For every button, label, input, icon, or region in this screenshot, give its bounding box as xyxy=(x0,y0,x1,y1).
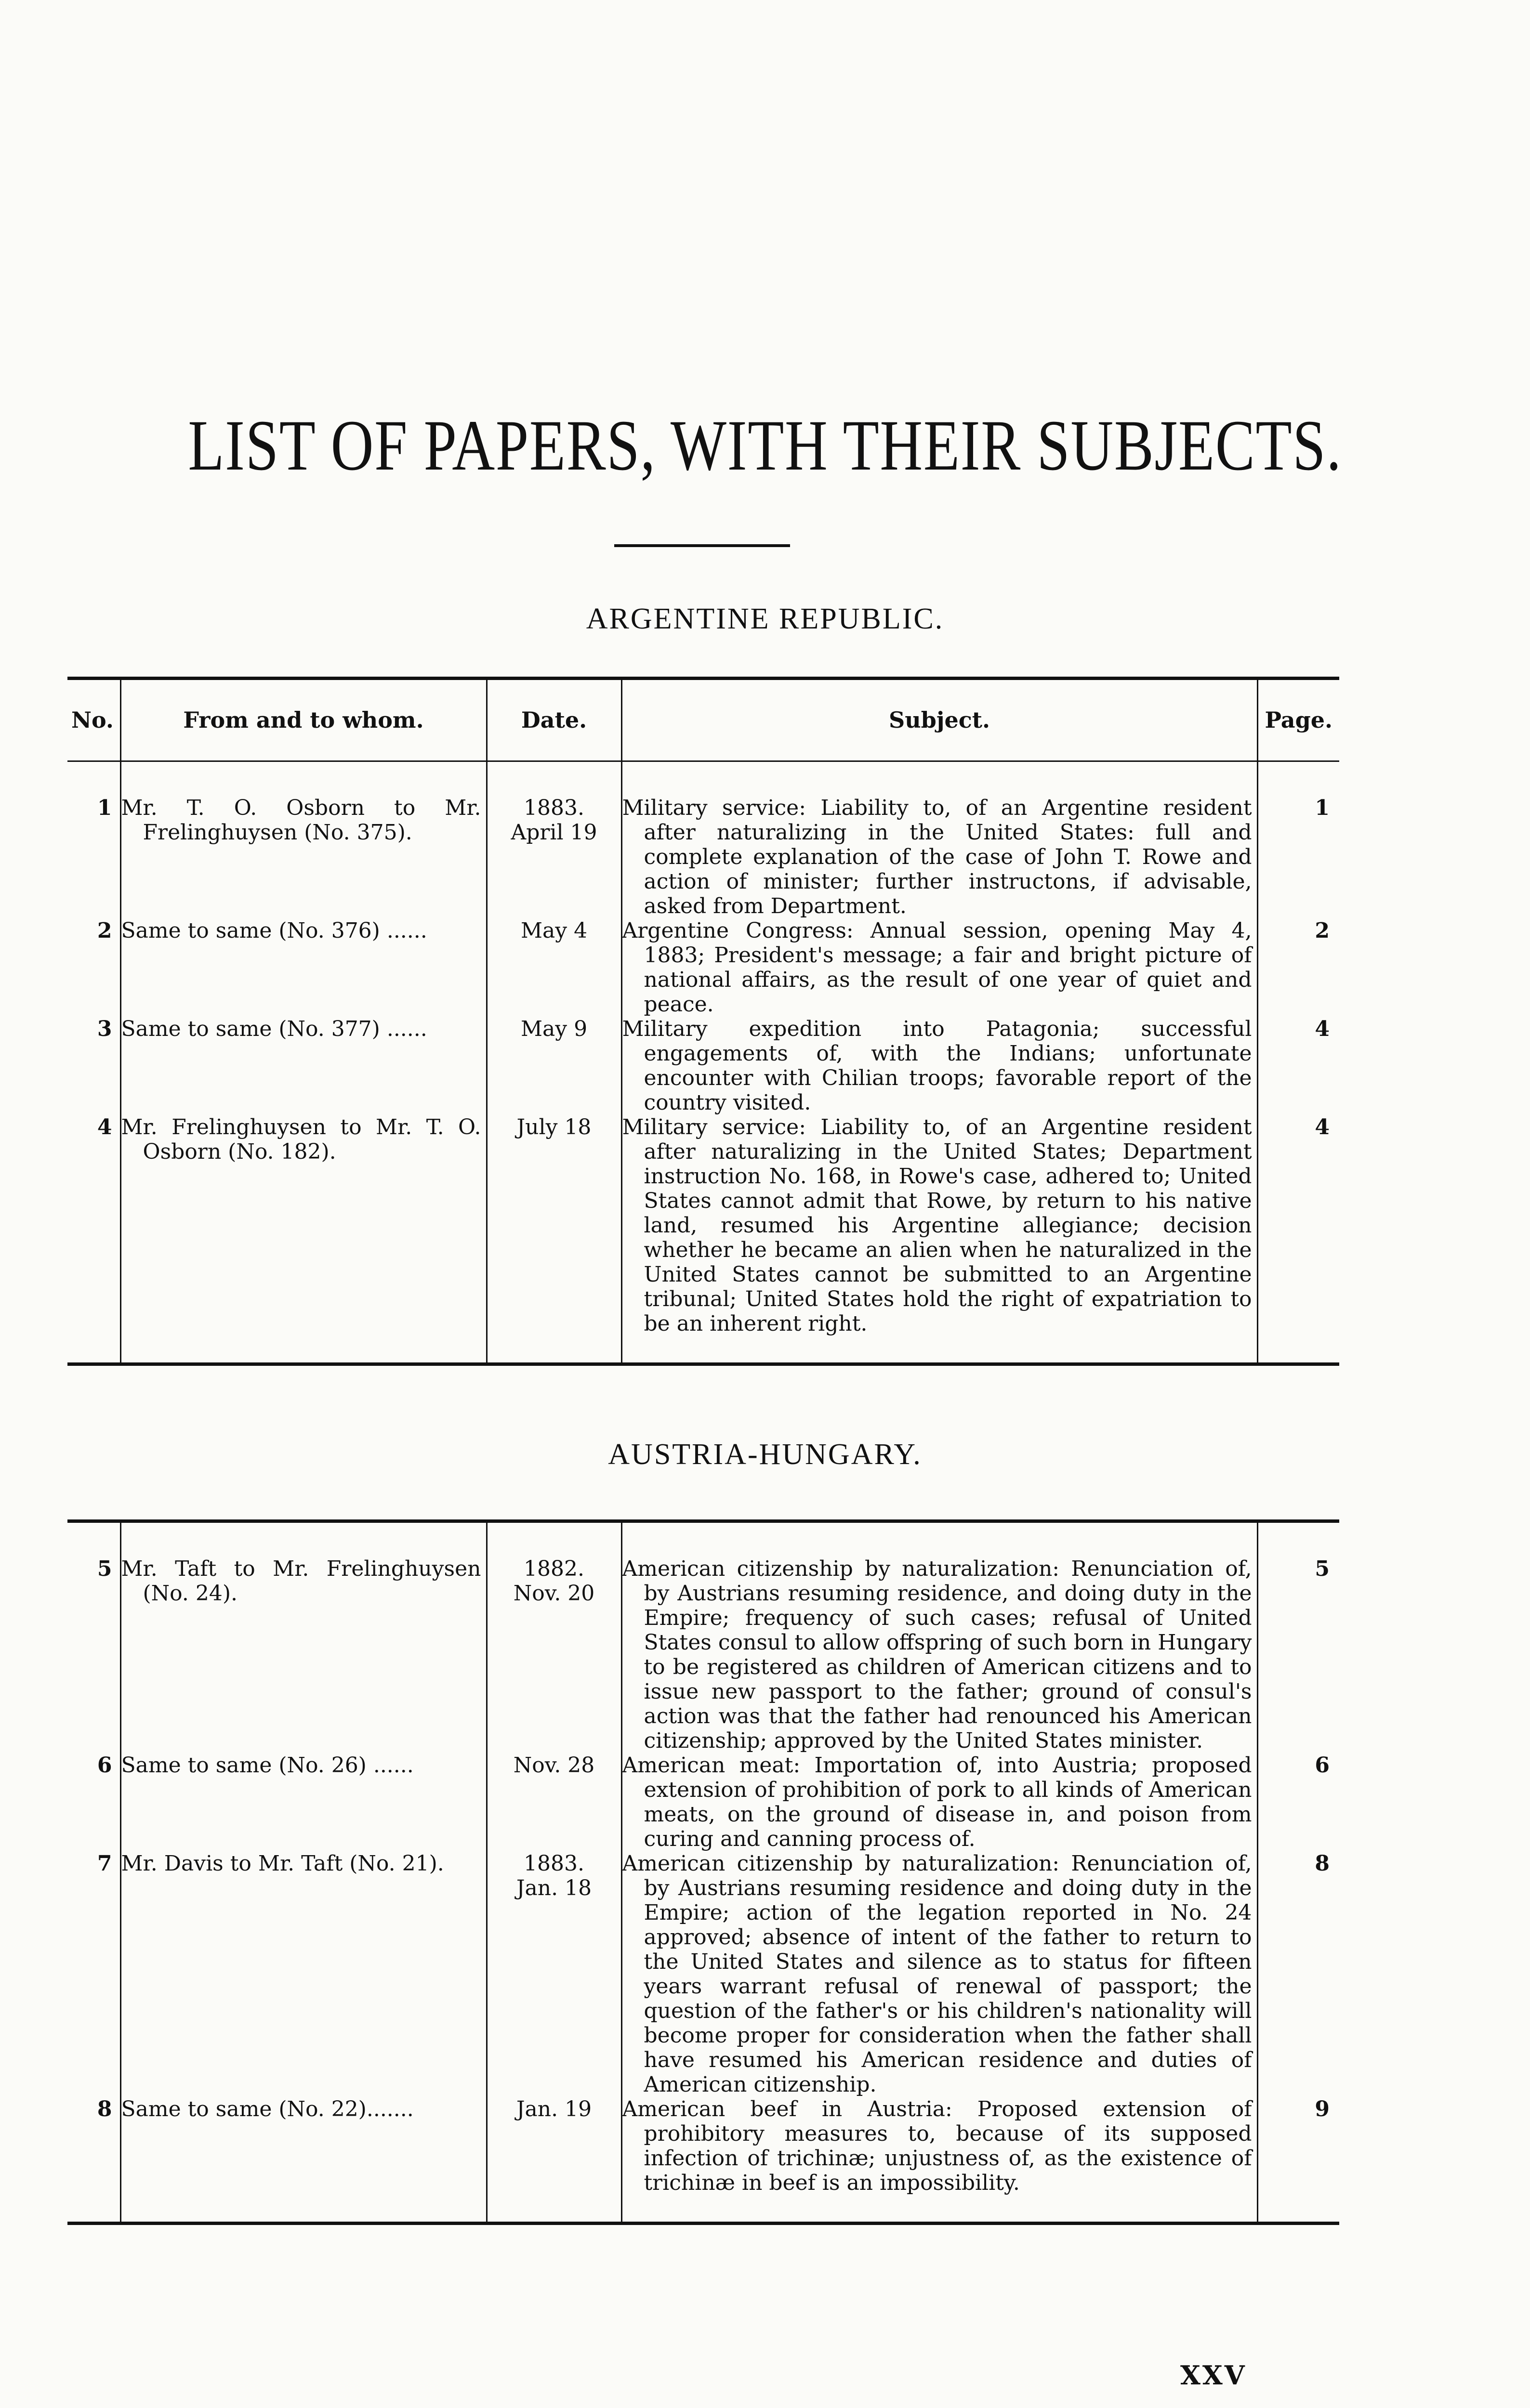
column-header-page: Page. xyxy=(1257,679,1339,761)
row-year: 1883. xyxy=(524,1851,584,1876)
row-number: 5 xyxy=(97,1557,112,1581)
row-year: 1882. xyxy=(524,1557,584,1581)
column-header-from: From and to whom. xyxy=(120,679,487,761)
papers-table-argentine xyxy=(67,677,1339,1366)
row-date xyxy=(487,1557,621,1753)
table-row xyxy=(67,2097,1339,2195)
row-from: Same to same (No. 377) ...... xyxy=(120,1017,487,1115)
row-subject: American citizenship by naturalization: Renunciation of, by Austrians resuming residence and doing duty in the Empire; action of the legation reported in No. 24 approved; absence of intent of the father to return to the United States and silence as to status for fifteen years warrant refusal of renewal of passport; the question of the father's or his children's nationality will become proper for consideration when the father shall have resumed his American residence and duties of American citizenship. xyxy=(621,1851,1257,2097)
table-row xyxy=(67,1017,1339,1115)
table-row xyxy=(67,918,1339,1017)
row-day: April 19 xyxy=(511,820,597,845)
row-subject: American meat: Importation of, into Austria; proposed extension of prohibition of pork to all kinds of American meats, on the ground of disease in, and poison from curing and canning process of. xyxy=(621,1753,1257,1851)
table-row xyxy=(67,1851,1339,2097)
row-date: May 9 xyxy=(487,1017,621,1115)
row-number: 4 xyxy=(97,1115,112,1139)
row-page: 4 xyxy=(1257,1017,1339,1115)
row-date: Jan. 19 xyxy=(487,2097,621,2195)
row-day: Nov. 20 xyxy=(513,1581,595,1606)
row-number: 3 xyxy=(97,1017,112,1041)
row-subject: American beef in Austria: Proposed extension of prohibitory measures to, because of its supposed infection of trichinæ; unjustness of, as the existence of trichinæ in beef is an impossibility. xyxy=(621,2097,1257,2195)
row-from: Mr. Taft to Mr. Frelinghuysen (No. 24). xyxy=(120,1557,487,1753)
row-number: 8 xyxy=(97,2097,112,2121)
row-date: July 18 xyxy=(487,1115,621,1336)
page-title: LIST OF PAPERS, WITH THEIR SUBJECTS. xyxy=(188,406,1342,485)
row-page: 4 xyxy=(1257,1115,1339,1336)
page-number: XXV xyxy=(1180,2360,1247,2391)
title-rule xyxy=(614,544,790,547)
row-page: 6 xyxy=(1257,1753,1339,1851)
row-from: Same to same (No. 22)....... xyxy=(120,2097,487,2195)
row-year: 1883. xyxy=(524,796,584,820)
section-heading-argentine: ARGENTINE REPUBLIC. xyxy=(586,602,944,635)
row-subject: Argentine Congress: Annual session, opening May 4, 1883; President's message; a fair and bright picture of national affairs, as the result of one year of quiet and peace. xyxy=(621,918,1257,1017)
row-page: 2 xyxy=(1257,918,1339,1017)
row-date: Nov. 28 xyxy=(487,1753,621,1851)
row-page: 5 xyxy=(1257,1557,1339,1753)
table-row xyxy=(67,796,1339,918)
row-from: Mr. Davis to Mr. Taft (No. 21). xyxy=(120,1851,487,2097)
table-row xyxy=(67,1115,1339,1336)
row-from: Same to same (No. 26) ...... xyxy=(120,1753,487,1851)
row-day: Jan. 18 xyxy=(516,1876,592,1900)
row-number: 1 xyxy=(97,796,112,820)
row-number: 2 xyxy=(97,918,112,943)
row-date: May 4 xyxy=(487,918,621,1017)
papers-table-austria-hungary xyxy=(67,1519,1339,2225)
row-subject: Military expedition into Patagonia; successful engagements of, with the Indians; unfortunate encounter with Chilian troops; favorable report of the country visited. xyxy=(621,1017,1257,1115)
row-from: Same to same (No. 376) ...... xyxy=(120,918,487,1017)
section-heading-austria-hungary: AUSTRIA-HUNGARY. xyxy=(608,1438,922,1471)
row-subject: Military service: Liability to, of an Argentine resident after naturalizing in the United States: full and complete explanation of the case of John T. Rowe and action of minister; further instructons, if advisable, asked from Department. xyxy=(621,796,1257,918)
column-header-date: Date. xyxy=(487,679,621,761)
column-header-no: No. xyxy=(67,679,120,761)
row-from: Mr. Frelinghuysen to Mr. T. O. Osborn (No. 182). xyxy=(120,1115,487,1336)
row-number: 7 xyxy=(97,1851,112,1876)
row-number: 6 xyxy=(97,1753,112,1778)
row-date xyxy=(487,1851,621,2097)
table-row xyxy=(67,1753,1339,1851)
row-page: 9 xyxy=(1257,2097,1339,2195)
row-subject: Military service: Liability to, of an Argentine resident after naturalizing in the United States; Department instruction No. 168, in Rowe's case, adhered to; United States cannot admit that Rowe, by return to his native land, resumed his Argentine allegiance; decision whether he became an alien when he naturalized in the United States cannot be submitted to an Argentine tribunal; United States hold the right of expatriation to be an inherent right. xyxy=(621,1115,1257,1336)
table-row xyxy=(67,1557,1339,1753)
table-header-row xyxy=(67,679,1339,761)
row-from: Mr. T. O. Osborn to Mr. Frelinghuysen (No. 375). xyxy=(120,796,487,918)
row-page: 8 xyxy=(1257,1851,1339,2097)
row-subject: American citizenship by naturalization: Renunciation of, by Austrians resuming residence, and doing duty in the Empire; frequency of such cases; refusal of United States consul to allow offspring of such born in Hungary to be registered as children of American citizens and to issue new passport to the father; ground of consul's action was that the father had renounced his American citizenship; approved by the United States minister. xyxy=(621,1557,1257,1753)
row-page: 1 xyxy=(1257,796,1339,918)
row-date xyxy=(487,796,621,918)
column-header-subject: Subject. xyxy=(621,679,1257,761)
